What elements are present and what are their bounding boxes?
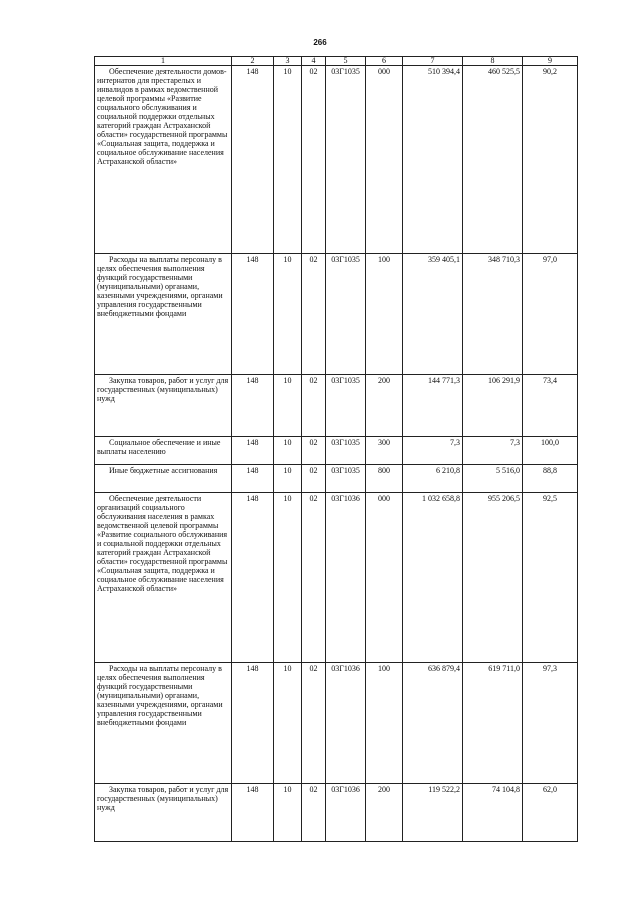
table-row xyxy=(95,66,578,254)
column-header-1: 1 xyxy=(95,57,232,66)
cell-percent: 88,8 xyxy=(523,465,578,493)
cell-target-article: 03Г1035 xyxy=(326,465,366,493)
cell-expense-type: 000 xyxy=(366,493,403,663)
budget-table xyxy=(94,56,578,842)
table-row xyxy=(95,784,578,842)
cell-actual: 5 516,0 xyxy=(463,465,523,493)
cell-admin-code: 148 xyxy=(232,784,274,842)
cell-section: 10 xyxy=(274,437,302,465)
column-header-4: 4 xyxy=(302,57,326,66)
cell-subsection: 02 xyxy=(302,66,326,254)
cell-percent: 97,3 xyxy=(523,663,578,784)
cell-section: 10 xyxy=(274,663,302,784)
row-name: Закупка товаров, работ и услуг для государственных (муниципальных) нужд xyxy=(95,375,232,437)
table-row xyxy=(95,493,578,663)
row-name: Расходы на выплаты персоналу в целях обеспечения выполнения функций государственными (муниципальными) органами, казенными учреждениями, органами управления государственными внебюджетными фондами xyxy=(95,254,232,375)
cell-actual: 619 711,0 xyxy=(463,663,523,784)
cell-percent: 97,0 xyxy=(523,254,578,375)
column-number-row xyxy=(95,57,578,66)
table-row xyxy=(95,375,578,437)
page-number: 266 xyxy=(313,38,327,47)
cell-section: 10 xyxy=(274,784,302,842)
column-header-3: 3 xyxy=(274,57,302,66)
column-header-8: 8 xyxy=(463,57,523,66)
cell-actual: 348 710,3 xyxy=(463,254,523,375)
cell-target-article: 03Г1035 xyxy=(326,254,366,375)
cell-admin-code: 148 xyxy=(232,663,274,784)
cell-subsection: 02 xyxy=(302,465,326,493)
cell-admin-code: 148 xyxy=(232,493,274,663)
cell-percent: 100,0 xyxy=(523,437,578,465)
cell-planned: 119 522,2 xyxy=(403,784,463,842)
cell-planned: 6 210,8 xyxy=(403,465,463,493)
cell-percent: 90,2 xyxy=(523,66,578,254)
cell-admin-code: 148 xyxy=(232,437,274,465)
table-row xyxy=(95,663,578,784)
column-header-9: 9 xyxy=(523,57,578,66)
column-header-6: 6 xyxy=(366,57,403,66)
cell-subsection: 02 xyxy=(302,663,326,784)
cell-section: 10 xyxy=(274,465,302,493)
cell-subsection: 02 xyxy=(302,437,326,465)
cell-percent: 73,4 xyxy=(523,375,578,437)
cell-expense-type: 100 xyxy=(366,663,403,784)
table-row xyxy=(95,254,578,375)
column-header-5: 5 xyxy=(326,57,366,66)
cell-admin-code: 148 xyxy=(232,254,274,375)
cell-expense-type: 200 xyxy=(366,784,403,842)
cell-target-article: 03Г1035 xyxy=(326,437,366,465)
cell-actual: 7,3 xyxy=(463,437,523,465)
cell-admin-code: 148 xyxy=(232,375,274,437)
cell-section: 10 xyxy=(274,254,302,375)
cell-expense-type: 300 xyxy=(366,437,403,465)
cell-planned: 144 771,3 xyxy=(403,375,463,437)
row-name: Иные бюджетные ассигнования xyxy=(95,465,232,493)
cell-target-article: 03Г1036 xyxy=(326,493,366,663)
cell-subsection: 02 xyxy=(302,254,326,375)
cell-planned: 510 394,4 xyxy=(403,66,463,254)
cell-target-article: 03Г1036 xyxy=(326,663,366,784)
cell-admin-code: 148 xyxy=(232,66,274,254)
cell-percent: 92,5 xyxy=(523,493,578,663)
row-name: Обеспечение деятельности домов-интернатов для престарелых и инвалидов в рамках ведомственной целевой программы «Развитие социального обслуживания и социальной поддержки отдельных категорий граждан Астраханской области» государственной программы «Социальная защита, поддержка и социальное обслуживание населения Астраханской области» xyxy=(95,66,232,254)
cell-percent: 62,0 xyxy=(523,784,578,842)
cell-subsection: 02 xyxy=(302,375,326,437)
cell-target-article: 03Г1035 xyxy=(326,66,366,254)
table-row xyxy=(95,465,578,493)
row-name: Расходы на выплаты персоналу в целях обеспечения выполнения функций государственными (муниципальными) органами, казенными учреждениями, органами управления государственными внебюджетными фондами xyxy=(95,663,232,784)
cell-admin-code: 148 xyxy=(232,465,274,493)
cell-expense-type: 000 xyxy=(366,66,403,254)
cell-planned: 1 032 658,8 xyxy=(403,493,463,663)
cell-expense-type: 800 xyxy=(366,465,403,493)
cell-target-article: 03Г1035 xyxy=(326,375,366,437)
cell-expense-type: 100 xyxy=(366,254,403,375)
cell-actual: 460 525,5 xyxy=(463,66,523,254)
column-header-7: 7 xyxy=(403,57,463,66)
row-name: Социальное обеспечение и иные выплаты населению xyxy=(95,437,232,465)
cell-planned: 359 405,1 xyxy=(403,254,463,375)
cell-actual: 106 291,9 xyxy=(463,375,523,437)
table-row xyxy=(95,437,578,465)
cell-actual: 74 104,8 xyxy=(463,784,523,842)
cell-section: 10 xyxy=(274,493,302,663)
cell-section: 10 xyxy=(274,66,302,254)
cell-planned: 636 879,4 xyxy=(403,663,463,784)
cell-subsection: 02 xyxy=(302,784,326,842)
cell-planned: 7,3 xyxy=(403,437,463,465)
cell-section: 10 xyxy=(274,375,302,437)
cell-actual: 955 206,5 xyxy=(463,493,523,663)
row-name: Закупка товаров, работ и услуг для государственных (муниципальных) нужд xyxy=(95,784,232,842)
cell-target-article: 03Г1036 xyxy=(326,784,366,842)
column-header-2: 2 xyxy=(232,57,274,66)
cell-subsection: 02 xyxy=(302,493,326,663)
row-name: Обеспечение деятельности организаций социального обслуживания населения в рамках ведомственной целевой программы «Развитие социального обслуживания и социальной поддержки отдельных категорий граждан Астраханской области» государственной программы «Социальная защита, поддержка и социальное обслуживание населения Астраханской области» xyxy=(95,493,232,663)
cell-expense-type: 200 xyxy=(366,375,403,437)
